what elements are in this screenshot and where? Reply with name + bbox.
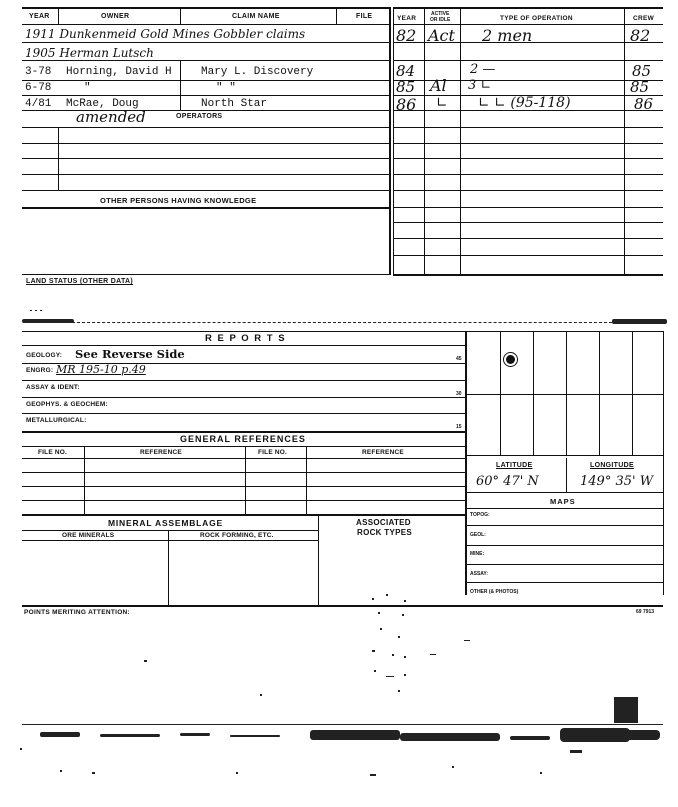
maps-assay-label: ASSAY: (470, 571, 489, 577)
owner-row-5-claim: North Star (201, 98, 268, 110)
amended-note: amended (76, 108, 146, 126)
metallurgical-label: METALLURGICAL: (26, 417, 87, 424)
ops-crew-header: CREW (633, 15, 655, 22)
maps-topog-label: TOPOG: (470, 512, 490, 518)
engrg-label: ENGRG: (26, 367, 54, 374)
operators-label: OPERATORS (176, 113, 223, 120)
owners-file-header: FILE (356, 13, 373, 20)
ops-row-3-status: Al (430, 76, 447, 95)
owner-row-3-year: 3-78 (25, 66, 52, 78)
longitude-label: LONGITUDE (590, 462, 634, 469)
ref-reference-header-2: REFERENCE (362, 449, 404, 456)
longitude-value: 149° 35' W (580, 474, 654, 489)
ops-row-3-crew: 85 (630, 78, 650, 96)
owner-row-1: 1911 Dunkenmeid Gold Mines Gobbler claims (25, 27, 306, 41)
owner-row-3-claim: Mary L. Discovery (201, 66, 314, 78)
ops-year-header: YEAR (397, 15, 417, 22)
ops-row-1-crew: 82 (630, 26, 651, 45)
ops-row-1-type: 2 men (482, 26, 533, 45)
owner-row-5-owner: McRae, Doug (66, 98, 139, 110)
reports-title: R E P O R T S (205, 333, 287, 344)
points-meriting-label: POINTS MERITING ATTENTION: (24, 609, 131, 616)
rock-types-label: ROCK TYPES (357, 528, 413, 537)
ops-row-2-year: 84 (396, 62, 416, 80)
ops-row-2-type: 2 — (470, 62, 496, 77)
margin-number-30: 30 (456, 391, 462, 397)
maps-title: MAPS (550, 497, 576, 506)
ref-reference-header-1: REFERENCE (140, 449, 182, 456)
owner-row-5-year: 4/81 (25, 98, 52, 110)
ore-minerals-header: ORE MINERALS (62, 532, 115, 539)
ops-row-1-status: Act (428, 26, 455, 45)
latitude-value: 60° 47' N (476, 474, 539, 489)
land-status-label: LAND STATUS (OTHER DATA) (26, 278, 134, 285)
engrg-value: MR 195-10 p.49 (56, 363, 146, 376)
scan-edge-band (22, 318, 672, 324)
maps-mine-label: MINE: (470, 551, 485, 557)
maps-other-label: OTHER (& PHOTOS) (470, 589, 519, 595)
ops-row-4-status: ∟ (436, 95, 448, 111)
general-references-title: GENERAL REFERENCES (180, 434, 306, 444)
location-marker-icon (506, 355, 515, 364)
margin-number-45: 45 (456, 356, 462, 362)
latitude-label: LATITUDE (496, 462, 533, 469)
ops-row-3-year: 85 (396, 78, 416, 96)
margin-number-15: 15 (456, 424, 462, 430)
ref-file-no-header-1: FILE NO. (38, 449, 68, 456)
ops-type-header: TYPE OF OPERATION (500, 15, 573, 22)
ops-row-4-type: ∟ ∟ (95-118) (478, 95, 571, 111)
ops-idle-header: OR IDLE (430, 17, 451, 23)
mineral-assemblage-title: MINERAL ASSEMBLAGE (108, 518, 223, 528)
owner-row-4-year: 6-78 (25, 82, 52, 94)
maps-geol-label: GEOL: (470, 532, 486, 538)
ops-row-3-type: 3 ∟ (468, 78, 492, 93)
ops-row-1-year: 82 (396, 26, 417, 45)
ops-active-header: ACTIVE (431, 11, 450, 17)
owner-row-4-owner: " (84, 82, 91, 94)
owner-row-4-claim: " " (216, 82, 236, 94)
owner-row-3-owner: Horning, David H (66, 66, 172, 78)
owner-row-2: 1905 Herman Lutsch (25, 46, 154, 60)
owners-year-header: YEAR (29, 13, 50, 20)
geophys-label: GEOPHYS. & GEOCHEM: (26, 401, 108, 408)
owners-owner-header: OWNER (101, 13, 130, 20)
geology-value: See Reverse Side (75, 347, 185, 361)
assay-label: ASSAY & IDENT: (26, 384, 80, 391)
owners-claim-name-header: CLAIM NAME (232, 13, 280, 20)
associated-label: ASSOCIATED (356, 518, 411, 527)
geology-label: GEOLOGY: (26, 352, 63, 359)
ops-row-4-crew: 86 (634, 95, 654, 113)
ops-row-4-year: 86 (396, 95, 417, 114)
other-persons-label: OTHER PERSONS HAVING KNOWLEDGE (100, 196, 257, 205)
form-number: 69 7913 (636, 609, 655, 615)
rock-forming-header: ROCK FORMING, ETC. (200, 532, 274, 539)
ref-file-no-header-2: FILE NO. (258, 449, 288, 456)
ops-row-2-crew: 85 (632, 62, 652, 80)
